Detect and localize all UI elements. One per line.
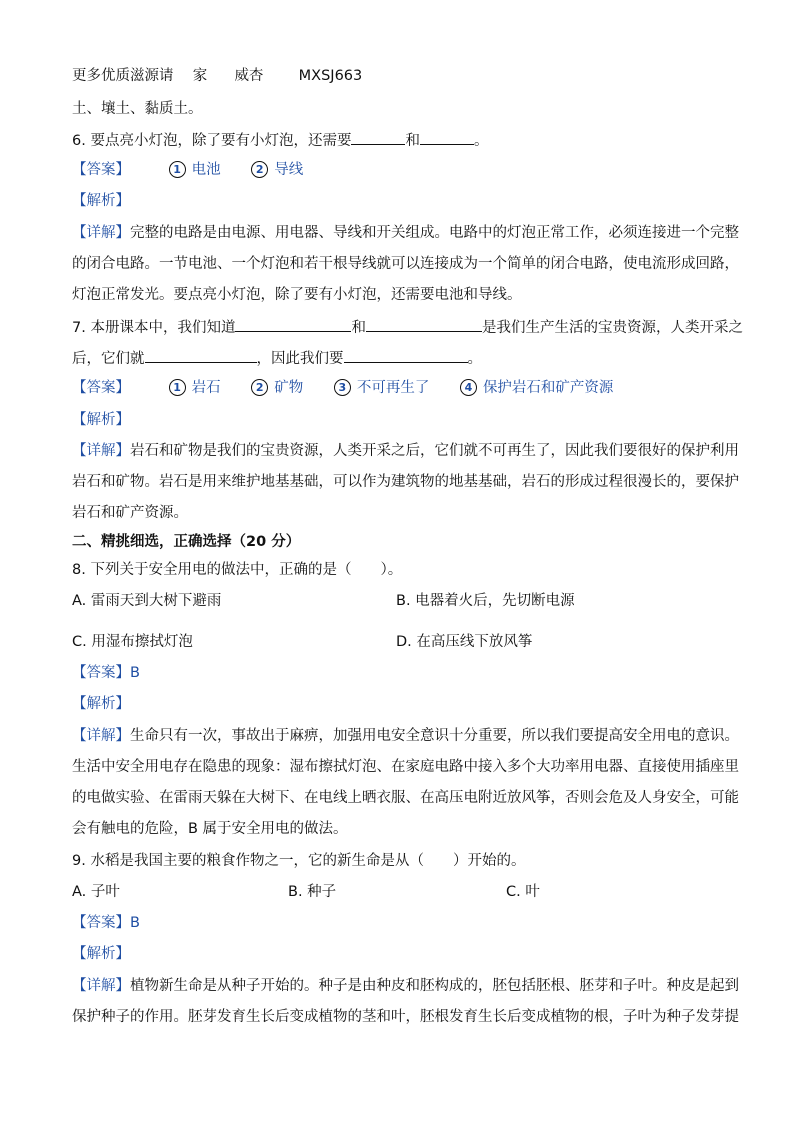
q6-detail-line-1 [72, 223, 739, 243]
answer-label: 【答案】 [72, 162, 130, 178]
answer-label: 【答案】 [72, 380, 130, 396]
detail-label: 【详解】 [72, 728, 130, 744]
q7-text-d: 后，它们就 [72, 351, 145, 367]
q8-detail-line-3: 的电做实验、在雷雨天躲在大树下、在电线上晒衣服、在高压电附近放风筝，否则会危及人身安全，可能 [72, 790, 739, 806]
question-6 [72, 129, 488, 151]
q7-blank-4[interactable] [344, 347, 468, 363]
page-header [72, 66, 362, 86]
detail-label: 【详解】 [72, 978, 130, 994]
q7-text-b: 和 [351, 320, 366, 336]
q7-text-f: 。 [467, 351, 482, 367]
q8-answer: 【答案】B [72, 665, 140, 681]
circle-1-icon: 1 [169, 161, 186, 178]
q7-detail-line-3: 岩石和矿产资源。 [72, 505, 188, 521]
q6-detail-line-3: 灯泡正常发光。要点亮小灯泡，除了要有小灯泡，还需要电池和导线。 [72, 287, 522, 303]
q7-text-a: 7. 本册课本中，我们知道 [72, 320, 236, 336]
q9-detail-line-1 [72, 976, 739, 996]
section-2-heading: 二、精挑细选，正确选择（20 分） [72, 534, 301, 550]
question-7-line-2 [72, 347, 482, 369]
q7-blank-2[interactable] [366, 316, 482, 332]
q9-option-c[interactable]: C. 叶 [506, 884, 540, 900]
q9-option-a[interactable]: A. 子叶 [72, 884, 120, 900]
circle-4-icon: 4 [460, 379, 477, 396]
q8-analysis-label: 【解析】 [72, 696, 130, 712]
q7-text-e: ，因此我们要 [256, 351, 344, 367]
header-text-3: 威杏 [234, 68, 264, 84]
circle-1-icon: 1 [169, 379, 186, 396]
q8-detail-line-1 [72, 726, 739, 746]
q6-end: 。 [473, 133, 489, 149]
q8-option-c[interactable]: C. 用湿布擦拭灯泡 [72, 634, 193, 650]
header-code: MXSJ663 [298, 68, 363, 84]
header-text-1: 更多优质滋源请 [72, 68, 174, 84]
q6-detail-line-2: 的闭合电路。一节电池、一个灯泡和若干根导线就可以连接成为一个简单的闭合电路，使电流形成回路， [72, 256, 739, 272]
q7-detail-line-2: 岩石和矿物。岩石是用来维护地基基础，可以作为建筑物的地基基础，岩石的形成过程很漫长的，要保护 [72, 474, 739, 490]
q7-answer [72, 378, 613, 398]
q7-answer-3: 不可再生了 [356, 380, 430, 396]
q6-detail-text-1: 完整的电路是由电源、用电器、导线和开关组成。电路中的灯泡正常工作，必须连接进一个完整 [130, 225, 739, 241]
q7-blank-3[interactable] [145, 347, 257, 363]
question-9-stem: 9. 水稻是我国主要的粮食作物之一，它的新生命是从（ ）开始的。 [72, 853, 526, 869]
q6-answer-1: 电池 [191, 162, 221, 178]
q9-analysis-label: 【解析】 [72, 946, 130, 962]
q6-analysis-label: 【解析】 [72, 193, 130, 209]
q7-detail-text-1: 岩石和矿物是我们的宝贵资源，人类开采之后，它们就不可再生了，因此我们要很好的保护利用 [130, 443, 739, 459]
detail-label: 【详解】 [72, 225, 130, 241]
q9-detail-line-2: 保护种子的作用。胚芽发育生长后变成植物的茎和叶，胚根发育生长后变成植物的根，子叶为种子发芽提 [72, 1009, 739, 1025]
header-text-2: 家 [192, 68, 208, 84]
q6-blank-2[interactable] [420, 129, 474, 145]
q7-text-c: 是我们生产生活的宝贵资源，人类开采之 [481, 320, 743, 336]
q6-blank-1[interactable] [351, 129, 405, 145]
q9-option-b[interactable]: B. 种子 [288, 884, 337, 900]
circle-2-icon: 2 [251, 161, 268, 178]
q7-blank-1[interactable] [235, 316, 351, 332]
circle-3-icon: 3 [334, 379, 351, 396]
q7-answer-1: 岩石 [191, 380, 221, 396]
circle-2-icon: 2 [251, 379, 268, 396]
q6-and: 和 [405, 133, 420, 149]
soil-line: 土、壤土、黏质土。 [72, 101, 203, 117]
q7-answer-2: 矿物 [274, 380, 304, 396]
q6-answer [72, 160, 303, 180]
q7-answer-4: 保护岩石和矿产资源 [482, 380, 614, 396]
q8-option-d[interactable]: D. 在高压线下放风筝 [396, 634, 533, 650]
q7-detail-line-1 [72, 441, 739, 461]
q6-answer-2: 导线 [274, 162, 304, 178]
q8-detail-line-4: 会有触电的危险，B 属于安全用电的做法。 [72, 821, 348, 837]
q8-option-b[interactable]: B. 电器着火后，先切断电源 [396, 593, 575, 609]
question-7-line-1 [72, 316, 743, 338]
q6-text: 6. 要点亮小灯泡，除了要有小灯泡，还需要 [72, 133, 352, 149]
detail-label: 【详解】 [72, 443, 130, 459]
q9-detail-text-1: 植物新生命是从种子开始的。种子是由种皮和胚构成的，胚包括胚根、胚芽和子叶。种皮是起到 [130, 978, 739, 994]
q8-option-a[interactable]: A. 雷雨天到大树下避雨 [72, 593, 222, 609]
q8-detail-text-1: 生命只有一次，事故出于麻痹，加强用电安全意识十分重要，所以我们要提高安全用电的意识。 [130, 728, 739, 744]
question-8-stem: 8. 下列关于安全用电的做法中，正确的是（ ）。 [72, 562, 403, 578]
q8-detail-line-2: 生活中安全用电存在隐患的现象：湿布擦拭灯泡、在家庭电路中接入多个大功率用电器、直接使用插座里 [72, 759, 739, 775]
q9-answer: 【答案】B [72, 915, 140, 931]
q7-analysis-label: 【解析】 [72, 412, 130, 428]
